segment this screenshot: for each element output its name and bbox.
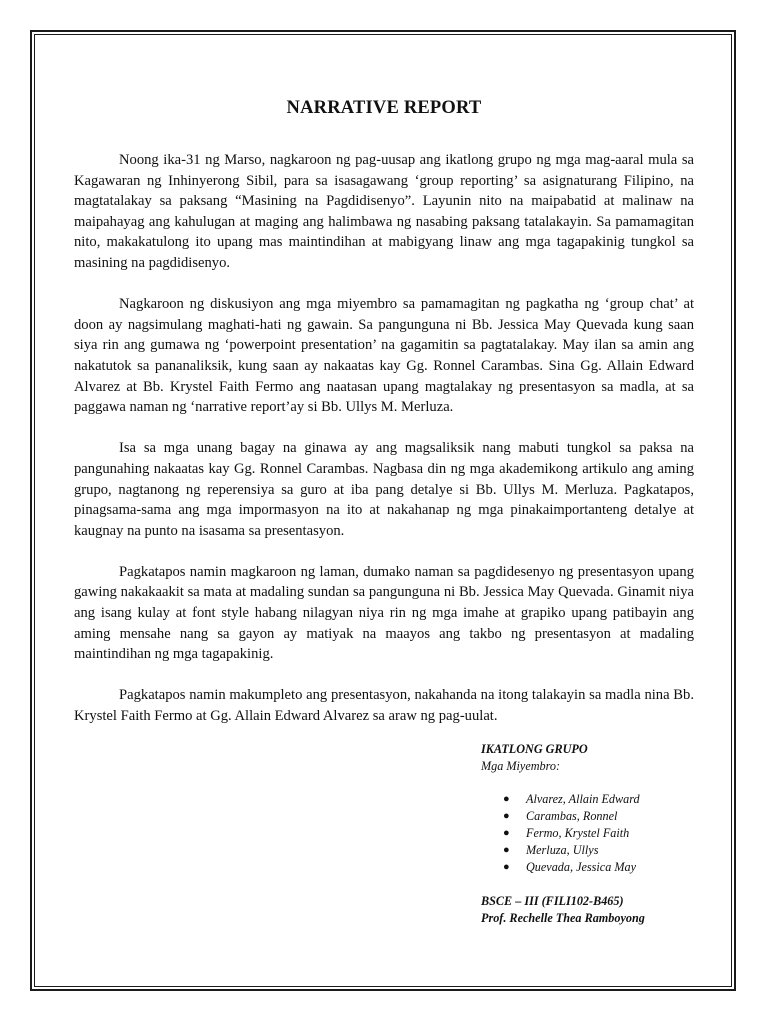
bullet-icon: ●	[503, 844, 510, 856]
member-list	[481, 791, 721, 876]
paragraph-3: Isa sa mga unang bagay na ginawa ay ang magsaliksik nang mabuti tungkol sa paksa na pangunahing nakaatas kay Gg. Ronnel Carambas. Nagbasa din ng mga akademikong artikulo ang aming grupo, nagtanong ng reperensiya sa guro at iba pang detalye si Bb. Ullys M. Merluza. Pagkatapos, pinagsama-sama ang mga impormasyon na ito at nakahanap ng mga pinakaimportanteng detalye at kaugnay na punto na isasama sa presentasyon.	[74, 440, 694, 539]
members-label: Mga Miyembro:	[481, 758, 561, 773]
bullet-icon: ●	[503, 861, 510, 873]
bullet-icon: ●	[503, 827, 510, 839]
member-name: Quevada, Jessica May	[526, 860, 636, 874]
member-item	[501, 791, 721, 808]
course-section: BSCE – III (FILI102-B465)	[481, 894, 624, 908]
paragraph-4: Pagkatapos namin magkaroon ng laman, dumako naman sa pagdidesenyo ng presentasyon upang gawing nakakaakit sa mata at madaling sundan sa pangunguna ni Bb. Jessica May Quevada. Ginamit niya ang isang kulay at font style habang nilagyan niya rin ng mga imahe at grapiko upang patibayin ang aming mensahe nang sa gayon ay matiyak na maayos ang takbo ng presentasyon at madaling maintindihan ng mga tagapakinig.	[74, 563, 694, 663]
document-title: NARRATIVE REPORT	[286, 98, 482, 118]
member-item	[501, 825, 721, 842]
paragraph-5: Pagkatapos namin makumpleto ang presentasyon, nakahanda na itong talakayin sa madla nina Bb. Krystel Faith Fermo at Gg. Allain Edward Alvarez sa araw ng pag-uulat.	[74, 687, 694, 725]
bullet-icon: ●	[503, 793, 510, 805]
member-item	[501, 859, 721, 876]
member-item	[501, 842, 721, 859]
professor-name: Prof. Rechelle Thea Ramboyong	[481, 910, 645, 925]
member-item	[501, 808, 721, 825]
group-name: IKATLONG GRUPO	[481, 742, 588, 756]
paragraph-1: Noong ika-31 ng Marso, nagkaroon ng pag-uusap ang ikatlong grupo ng mga mag-aaral mula sa Kagawaran ng Inhinyerong Sibil, para sa isasagawang ‘group reporting’ sa asignaturang Filipino, na magtatalakay sa paksang “Masining na Pagdidisenyo”. Layunin nito na maipabatid at malinaw na maipahayag ang kahulugan at maging ang halimbawa ng nasabing paksang tatalakayin. Sa pamamagitan nito, makakatulong ito upang mas maintindihan at mabigyang linaw ang mga tagapakinig tungkol sa masining na pagdidisenyo.	[74, 152, 694, 271]
paragraph-2: Nagkaroon ng diskusiyon ang mga miyembro sa pamamagitan ng pagkatha ng ‘group chat’ at doon ay nagsimulang maghati-hati ng gawain. Sa pangunguna ni Bb. Jessica May Quevada kung saan siya rin ang gumawa ng ‘powerpoint presentation’ na gagamitin sa pagtatalakay. May ilan sa amin ang nakatutok sa pananaliksik, kung saan ay nakaatas kay Gg. Ronnel Carambas. Sina Gg. Allain Edward Alvarez at Bb. Krystel Faith Fermo ang naatasan upang magtalakay ng presentasyon sa madla, at sa paggawa naman ng ‘narrative report’ay si Bb. Ullys M. Merluza.	[74, 296, 694, 416]
member-name: Alvarez, Allain Edward	[526, 792, 640, 806]
report-body	[74, 150, 694, 747]
member-name: Merluza, Ullys	[526, 843, 599, 857]
member-name: Fermo, Krystel Faith	[526, 826, 630, 840]
signature-block	[481, 741, 721, 926]
member-name: Carambas, Ronnel	[526, 809, 618, 823]
bullet-icon: ●	[503, 810, 510, 822]
